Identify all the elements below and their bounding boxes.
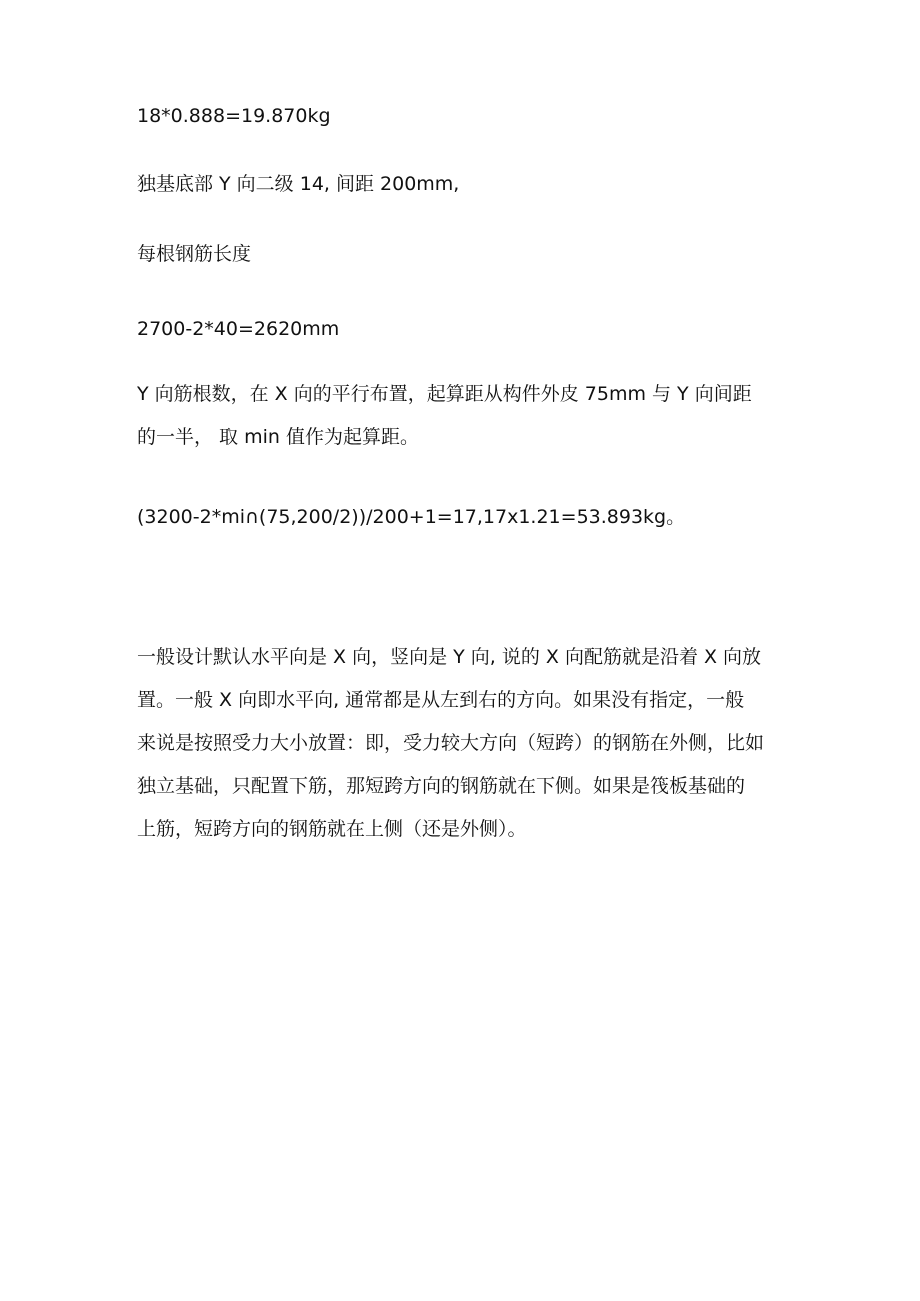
text-line-formula: (3200-2*mi∩(75,200/2))/200+1=17,17x1.21=53.893kg。 (137, 506, 686, 528)
paragraph-line: 独立基础，只配置下筋，那短跨方向的钢筋就在下侧。如果是筏板基础的 (137, 775, 746, 797)
paragraph-line: 的一半， 取 min 值作为起算距。 (137, 426, 419, 448)
text-line-length-calc: 2700-2*40=2620mm (137, 318, 340, 340)
paragraph-line: 一般设计默认水平向是 X 向，竖向是 Y 向, 说的 X 向配筋就是沿着 X 向放 (137, 646, 762, 668)
text-line-rebar-spec: 独基底部 Y 向二级 14, 间距 200mm, (137, 173, 460, 195)
paragraph-direction-explanation (137, 636, 787, 851)
paragraph-line: Y 向筋根数，在 X 向的平行布置，起算距从构件外皮 75mm 与 Y 向间距 (137, 383, 752, 405)
text-line-rebar-length-label: 每根钢筋长度 (137, 243, 252, 265)
paragraph-rebar-count (137, 373, 787, 459)
paragraph-line: 上筋，短跨方向的钢筋就在上侧（还是外侧）。 (137, 818, 527, 840)
paragraph-line: 置。一般 X 向即水平向, 通常都是从左到右的方向。如果没有指定，一般 (137, 689, 745, 711)
paragraph-line: 来说是按照受力大小放置：即，受力较大方向（短跨）的钢筋在外侧，比如 (137, 732, 765, 754)
text-line-weight-calc: 18*0.888=19.870kg (137, 105, 331, 127)
